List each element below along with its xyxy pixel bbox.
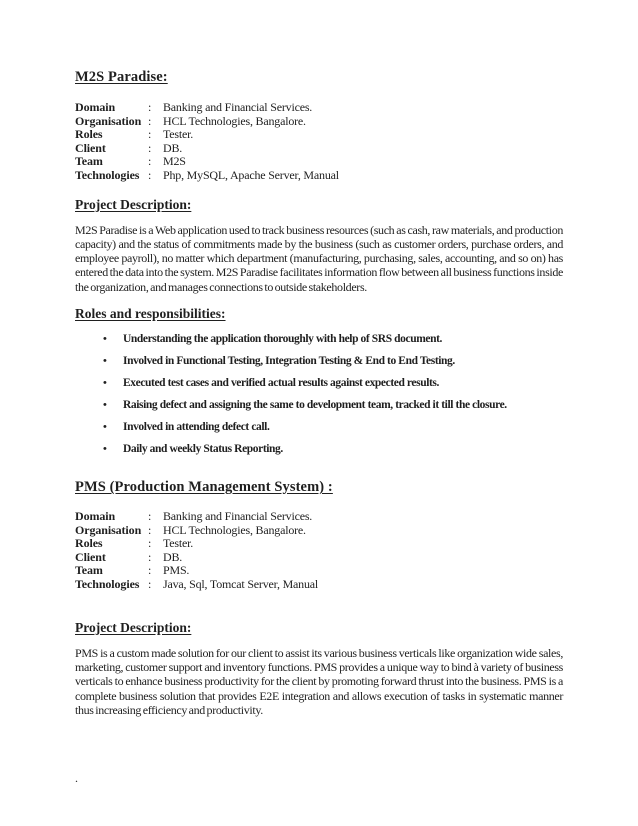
project1-description: M2S Paradise is a Web application used to track business resources (such as cash, raw materials, and production capacity) and the status of commitments made by the business (such as customer orders, purchase orders, and employee payroll), no matter which department (manufacturing, purchasing, sales, accounting, and so on) has entered the data into the system. M2S Paradise facilitates information flow between all business functions inside the organization, and manages connections to outside stakeholders. <box>75 222 563 294</box>
detail-row-client <box>75 551 563 565</box>
detail-label: Roles <box>75 127 103 142</box>
detail-row-organisation <box>75 524 563 538</box>
detail-row-team <box>75 155 563 169</box>
detail-colon: : <box>148 154 152 169</box>
detail-row-roles <box>75 537 563 551</box>
detail-row-organisation <box>75 115 563 129</box>
responsibility-item <box>75 420 563 434</box>
detail-value: Tester. <box>163 536 194 551</box>
detail-label: Technologies <box>75 167 140 182</box>
detail-value: Java, Sql, Tomcat Server, Manual <box>163 577 319 592</box>
detail-colon: : <box>148 509 152 524</box>
project2-details <box>75 510 563 592</box>
detail-row-technologies <box>75 578 563 592</box>
bullet-icon: • <box>103 421 107 434</box>
detail-value: HCL Technologies, Bangalore. <box>163 522 306 537</box>
responsibility-item <box>75 442 563 456</box>
detail-colon: : <box>148 127 152 142</box>
detail-value: DB. <box>163 549 183 564</box>
responsibility-item <box>75 376 563 390</box>
detail-colon: : <box>148 549 152 564</box>
detail-colon: : <box>148 522 152 537</box>
bullet-icon: • <box>103 333 107 346</box>
responsibility-text: Executed test cases and verified actual results against expected results. <box>123 377 439 390</box>
detail-label: Client <box>75 549 106 564</box>
detail-value: HCL Technologies, Bangalore. <box>163 113 306 128</box>
detail-row-client <box>75 142 563 156</box>
detail-colon: : <box>148 536 152 551</box>
project1-description-heading: Project Description: <box>75 196 192 212</box>
bullet-icon: • <box>103 377 107 390</box>
detail-value: PMS. <box>163 563 190 578</box>
detail-row-technologies <box>75 169 563 183</box>
detail-row-team <box>75 564 563 578</box>
bullet-icon: • <box>103 399 107 412</box>
detail-row-roles <box>75 128 563 142</box>
detail-label: Domain <box>75 100 116 114</box>
detail-value: Banking and Financial Services. <box>163 100 313 114</box>
detail-row-domain <box>75 510 563 524</box>
detail-label: Organisation <box>75 522 142 537</box>
detail-colon: : <box>148 140 152 155</box>
footer-period: . <box>75 771 78 785</box>
responsibility-item <box>75 354 563 368</box>
detail-value: Php, MySQL, Apache Server, Manual <box>163 167 339 182</box>
detail-label: Roles <box>75 536 103 551</box>
project2-title: PMS (Production Management System) : <box>75 479 333 496</box>
bullet-icon: • <box>103 443 107 456</box>
responsibility-text: Daily and weekly Status Reporting. <box>123 443 283 456</box>
detail-label: Team <box>75 154 103 169</box>
responsibility-text: Raising defect and assigning the same to development team, tracked it till the closure. <box>123 399 507 412</box>
detail-colon: : <box>148 563 152 578</box>
detail-colon: : <box>148 100 152 114</box>
detail-colon: : <box>148 167 152 182</box>
detail-colon: : <box>148 577 152 592</box>
responsibility-text: Understanding the application thoroughly with help of SRS document. <box>123 333 443 346</box>
project2-description-heading: Project Description: <box>75 619 192 635</box>
project1-details <box>75 101 563 183</box>
project1-title: M2S Paradise: <box>75 69 168 85</box>
responsibility-text: Involved in attending defect call. <box>123 421 270 434</box>
project1-responsibilities-heading: Roles and responsibilities: <box>75 306 226 322</box>
detail-row-domain <box>75 101 563 115</box>
detail-value: M2S <box>163 154 186 169</box>
detail-label: Technologies <box>75 577 140 592</box>
detail-label: Organisation <box>75 113 142 128</box>
detail-value: Banking and Financial Services. <box>163 509 313 524</box>
detail-colon: : <box>148 113 152 128</box>
bullet-icon: • <box>103 355 107 368</box>
responsibility-text: Involved in Functional Testing, Integration Testing & End to End Testing. <box>123 355 455 368</box>
project2-description: PMS is a custom made solution for our client to assist its various business verticals like organization wide sales, marketing, customer support and inventory functions. PMS provides a unique way to bind à variety of business verticals to enhance business productivity for the client by promoting forward thrust into the business. PMS is a complete business solution that provides E2E integration and allows execution of tasks in systematic manner thus increasing efficiency and productivity. <box>75 645 563 717</box>
responsibilities-list <box>75 332 563 456</box>
detail-value: Tester. <box>163 127 194 142</box>
responsibility-item <box>75 398 563 412</box>
detail-value: DB. <box>163 140 183 155</box>
detail-label: Team <box>75 563 103 578</box>
detail-label: Client <box>75 140 106 155</box>
responsibility-item <box>75 332 563 346</box>
detail-label: Domain <box>75 509 116 524</box>
